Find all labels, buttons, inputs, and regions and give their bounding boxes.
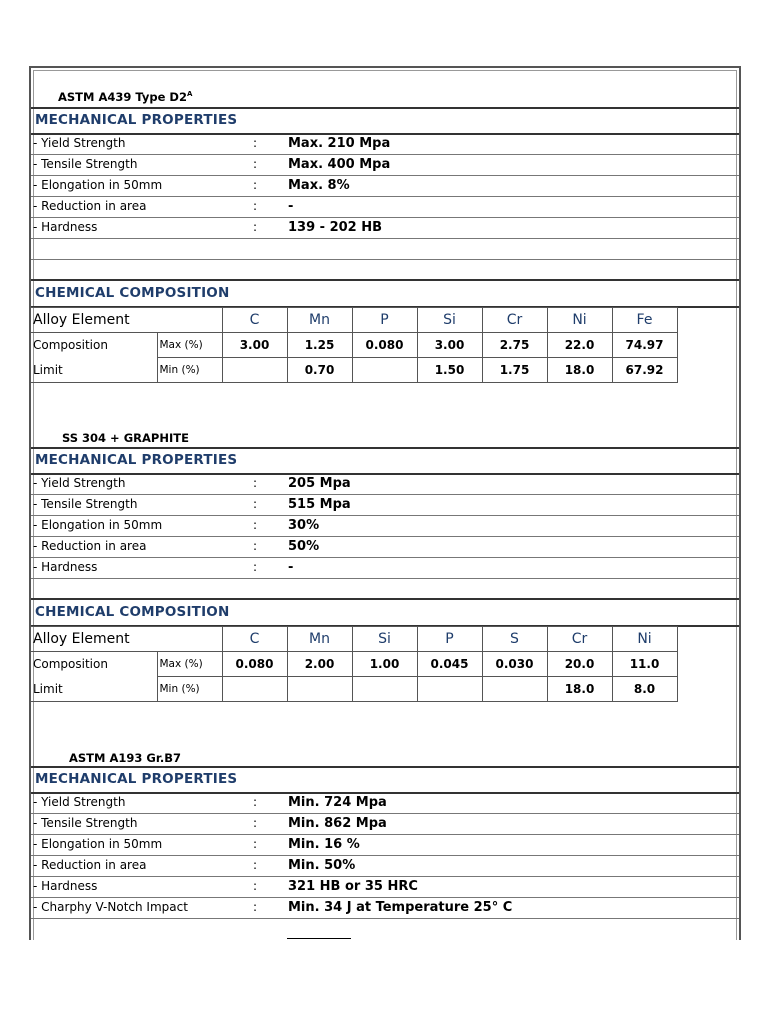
property-colon: : <box>253 199 258 213</box>
element-header: S <box>482 627 547 652</box>
property-colon: : <box>253 560 258 574</box>
property-value: Max. 8% <box>288 178 350 193</box>
property-value: 321 HB or 35 HRC <box>288 879 418 894</box>
property-label: - Hardness <box>33 560 98 574</box>
property-label: - Reduction in area <box>33 539 147 553</box>
min-value: 18.0 <box>547 677 612 702</box>
divider <box>31 107 739 109</box>
underline-mark <box>287 938 351 939</box>
max-value: 1.00 <box>352 652 417 677</box>
element-header: Mn <box>287 308 352 333</box>
element-header: P <box>352 308 417 333</box>
property-label: - Yield Strength <box>33 476 126 490</box>
limit-label: Limit <box>31 358 157 383</box>
property-label: - Reduction in area <box>33 858 147 872</box>
composition-label: Composition <box>31 333 157 358</box>
alloy-element-label: Alloy Element <box>31 308 222 333</box>
chemical-composition-heading: CHEMICAL COMPOSITION <box>35 285 230 301</box>
divider <box>31 447 739 449</box>
composition-table <box>31 626 739 702</box>
max-value: 2.75 <box>482 333 547 358</box>
property-value: Min. 50% <box>288 858 356 873</box>
divider <box>31 259 739 260</box>
divider <box>31 196 739 197</box>
min-value <box>482 677 547 702</box>
property-colon: : <box>253 136 258 150</box>
max-value: 11.0 <box>612 652 677 677</box>
property-value: - <box>288 560 294 575</box>
max-value: 20.0 <box>547 652 612 677</box>
max-label: Max (%) <box>157 652 222 677</box>
min-value <box>352 358 417 383</box>
element-header: Mn <box>287 627 352 652</box>
min-value <box>352 677 417 702</box>
property-label: - Hardness <box>33 879 98 893</box>
property-colon: : <box>253 879 258 893</box>
divider <box>31 536 739 537</box>
property-label: - Hardness <box>33 220 98 234</box>
mechanical-properties-heading: MECHANICAL PROPERTIES <box>35 112 238 128</box>
property-label: - Tensile Strength <box>33 157 138 171</box>
element-header: Cr <box>547 627 612 652</box>
max-value: 0.045 <box>417 652 482 677</box>
element-header: Si <box>417 308 482 333</box>
divider <box>31 494 739 495</box>
element-header: Cr <box>482 308 547 333</box>
property-colon: : <box>253 816 258 830</box>
property-value: 515 Mpa <box>288 497 351 512</box>
max-label: Max (%) <box>157 333 222 358</box>
divider <box>31 766 739 768</box>
divider <box>31 473 739 475</box>
min-label: Min (%) <box>157 677 222 702</box>
limit-label: Limit <box>31 677 157 702</box>
property-colon: : <box>253 858 258 872</box>
max-value: 0.080 <box>222 652 287 677</box>
divider <box>31 813 739 814</box>
property-label: - Tensile Strength <box>33 497 138 511</box>
property-label: - Charphy V-Notch Impact <box>33 900 188 914</box>
divider <box>31 133 739 135</box>
property-colon: : <box>253 178 258 192</box>
min-value: 8.0 <box>612 677 677 702</box>
chemical-composition-heading: CHEMICAL COMPOSITION <box>35 604 230 620</box>
composition-label: Composition <box>31 652 157 677</box>
max-value: 0.030 <box>482 652 547 677</box>
min-label: Min (%) <box>157 358 222 383</box>
divider <box>31 855 739 856</box>
property-value: - <box>288 199 294 214</box>
property-colon: : <box>253 539 258 553</box>
max-value: 22.0 <box>547 333 612 358</box>
property-value: Min. 862 Mpa <box>288 816 387 831</box>
property-label: - Elongation in 50mm <box>33 518 163 532</box>
property-colon: : <box>253 795 258 809</box>
property-value: 30% <box>288 518 320 533</box>
property-colon: : <box>253 900 258 914</box>
property-colon: : <box>253 157 258 171</box>
alloy-element-label: Alloy Element <box>31 627 222 652</box>
element-header: Si <box>352 627 417 652</box>
property-colon: : <box>253 476 258 490</box>
divider <box>31 279 739 281</box>
element-header: Ni <box>612 627 677 652</box>
divider <box>31 557 739 558</box>
min-value <box>417 677 482 702</box>
element-header: Ni <box>547 308 612 333</box>
min-value: 67.92 <box>612 358 677 383</box>
element-header: P <box>417 627 482 652</box>
section-title: SS 304 + GRAPHITE <box>62 431 189 445</box>
divider <box>31 876 739 877</box>
property-label: - Reduction in area <box>33 199 147 213</box>
min-value <box>222 677 287 702</box>
property-colon: : <box>253 497 258 511</box>
min-value: 0.70 <box>287 358 352 383</box>
property-value: Max. 210 Mpa <box>288 136 391 151</box>
divider <box>31 834 739 835</box>
property-value: Min. 34 J at Temperature 25° C <box>288 900 513 915</box>
divider <box>31 578 739 579</box>
property-label: - Elongation in 50mm <box>33 178 163 192</box>
min-value: 1.50 <box>417 358 482 383</box>
max-value: 2.00 <box>287 652 352 677</box>
divider <box>31 154 739 155</box>
property-colon: : <box>253 837 258 851</box>
max-value: 3.00 <box>417 333 482 358</box>
property-label: - Tensile Strength <box>33 816 138 830</box>
min-value <box>222 358 287 383</box>
divider <box>31 175 739 176</box>
divider <box>31 598 739 600</box>
property-value: 139 - 202 HB <box>288 220 383 235</box>
min-value: 1.75 <box>482 358 547 383</box>
max-value: 0.080 <box>352 333 417 358</box>
divider <box>31 238 739 239</box>
element-header: C <box>222 308 287 333</box>
divider <box>31 897 739 898</box>
composition-table <box>31 307 739 383</box>
divider <box>31 515 739 516</box>
divider <box>31 792 739 794</box>
property-value: Min. 724 Mpa <box>288 795 387 810</box>
property-colon: : <box>253 518 258 532</box>
max-value: 1.25 <box>287 333 352 358</box>
section-title: ASTM A439 Type $D2^A$ <box>58 90 193 104</box>
divider <box>31 918 739 919</box>
property-label: - Yield Strength <box>33 795 126 809</box>
element-header: Fe <box>612 308 677 333</box>
section-title: ASTM A193 Gr.B7 <box>69 751 181 765</box>
mechanical-properties-heading: MECHANICAL PROPERTIES <box>35 452 238 468</box>
element-header: C <box>222 627 287 652</box>
min-value: 18.0 <box>547 358 612 383</box>
divider <box>31 217 739 218</box>
property-value: 205 Mpa <box>288 476 351 491</box>
property-value: 50% <box>288 539 320 554</box>
mechanical-properties-heading: MECHANICAL PROPERTIES <box>35 771 238 787</box>
min-value <box>287 677 352 702</box>
property-value: Max. 400 Mpa <box>288 157 391 172</box>
property-colon: : <box>253 220 258 234</box>
max-value: 74.97 <box>612 333 677 358</box>
property-value: Min. 16 % <box>288 837 360 852</box>
property-label: - Yield Strength <box>33 136 126 150</box>
max-value: 3.00 <box>222 333 287 358</box>
property-label: - Elongation in 50mm <box>33 837 163 851</box>
